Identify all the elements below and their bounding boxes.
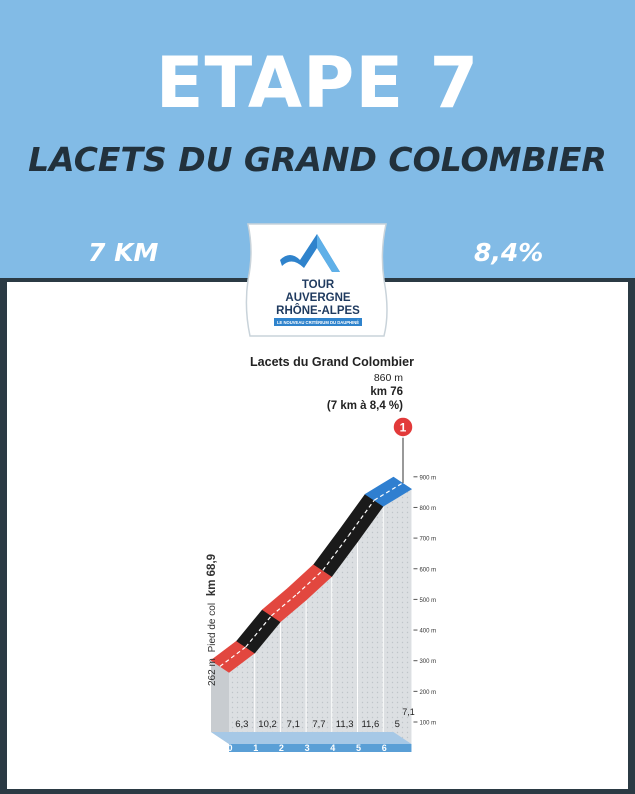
x-tick-label: 1 [253, 743, 259, 753]
logo-line1: TOUR [301, 279, 335, 291]
x-tick-label: 2 [278, 743, 284, 753]
base-caption: Pied de col [207, 602, 218, 653]
summit-km: km 76 [370, 386, 403, 398]
x-tick-label: 0 [227, 743, 233, 753]
summit-name: Lacets du Grand Colombier [250, 355, 414, 369]
y-tick-label: 400 m [419, 628, 437, 635]
x-end-label: 7,1 [402, 707, 415, 717]
summit-detail: (7 km à 8,4 %) [326, 400, 403, 412]
y-tick-label: 800 m [419, 505, 437, 512]
climb-name: LACETS DU GRAND COLOMBIER [28, 140, 607, 179]
y-tick-label: 300 m [419, 659, 437, 666]
stage-title: ETAPE 7 [155, 42, 480, 124]
segment-gradient-label: 6,3 [235, 719, 249, 730]
x-tick-label: 6 [381, 743, 387, 753]
climb-distance: 7 KM [88, 238, 159, 267]
logo-tagline: LE NOUVEAU CRITÉRIUM DU DAUPHINÉ [276, 320, 360, 326]
segment-gradient-label: 5 [394, 719, 400, 730]
segment-gradient-label: 7,1 [286, 719, 300, 730]
logo-line3: RHÔNE-ALPES [276, 305, 360, 317]
segment-gradient-label: 7,7 [312, 719, 326, 730]
logo-line2: AUVERGNE [285, 292, 351, 304]
base-label [206, 554, 218, 686]
base-km: km 68,9 [206, 553, 218, 597]
grid-layer [413, 477, 417, 722]
x-tick-label: 5 [355, 743, 362, 753]
y-tick-label: 600 m [419, 567, 437, 574]
base-altitude: 262 m [207, 658, 218, 686]
x-tick-label: 4 [330, 743, 336, 753]
y-tick-label: 200 m [419, 689, 437, 696]
segment-gradient-label: 11,6 [361, 719, 380, 730]
summit-altitude: 860 m [373, 372, 403, 384]
y-tick-label: 900 m [419, 475, 437, 482]
svg-text:262 m Pied de col [206, 554, 218, 686]
segment-gradient-label: 10,2 [258, 719, 277, 730]
terrain-area [229, 489, 411, 744]
y-tick-label: 100 m [419, 720, 437, 727]
climb-gradient: 8,4% [474, 238, 544, 267]
segment-gradient-label: 11,3 [335, 719, 354, 730]
y-tick-label: 500 m [419, 597, 437, 604]
summit-marker-number: 1 [399, 420, 407, 435]
y-tick-label: 700 m [419, 536, 437, 543]
x-tick-label: 3 [304, 743, 310, 753]
